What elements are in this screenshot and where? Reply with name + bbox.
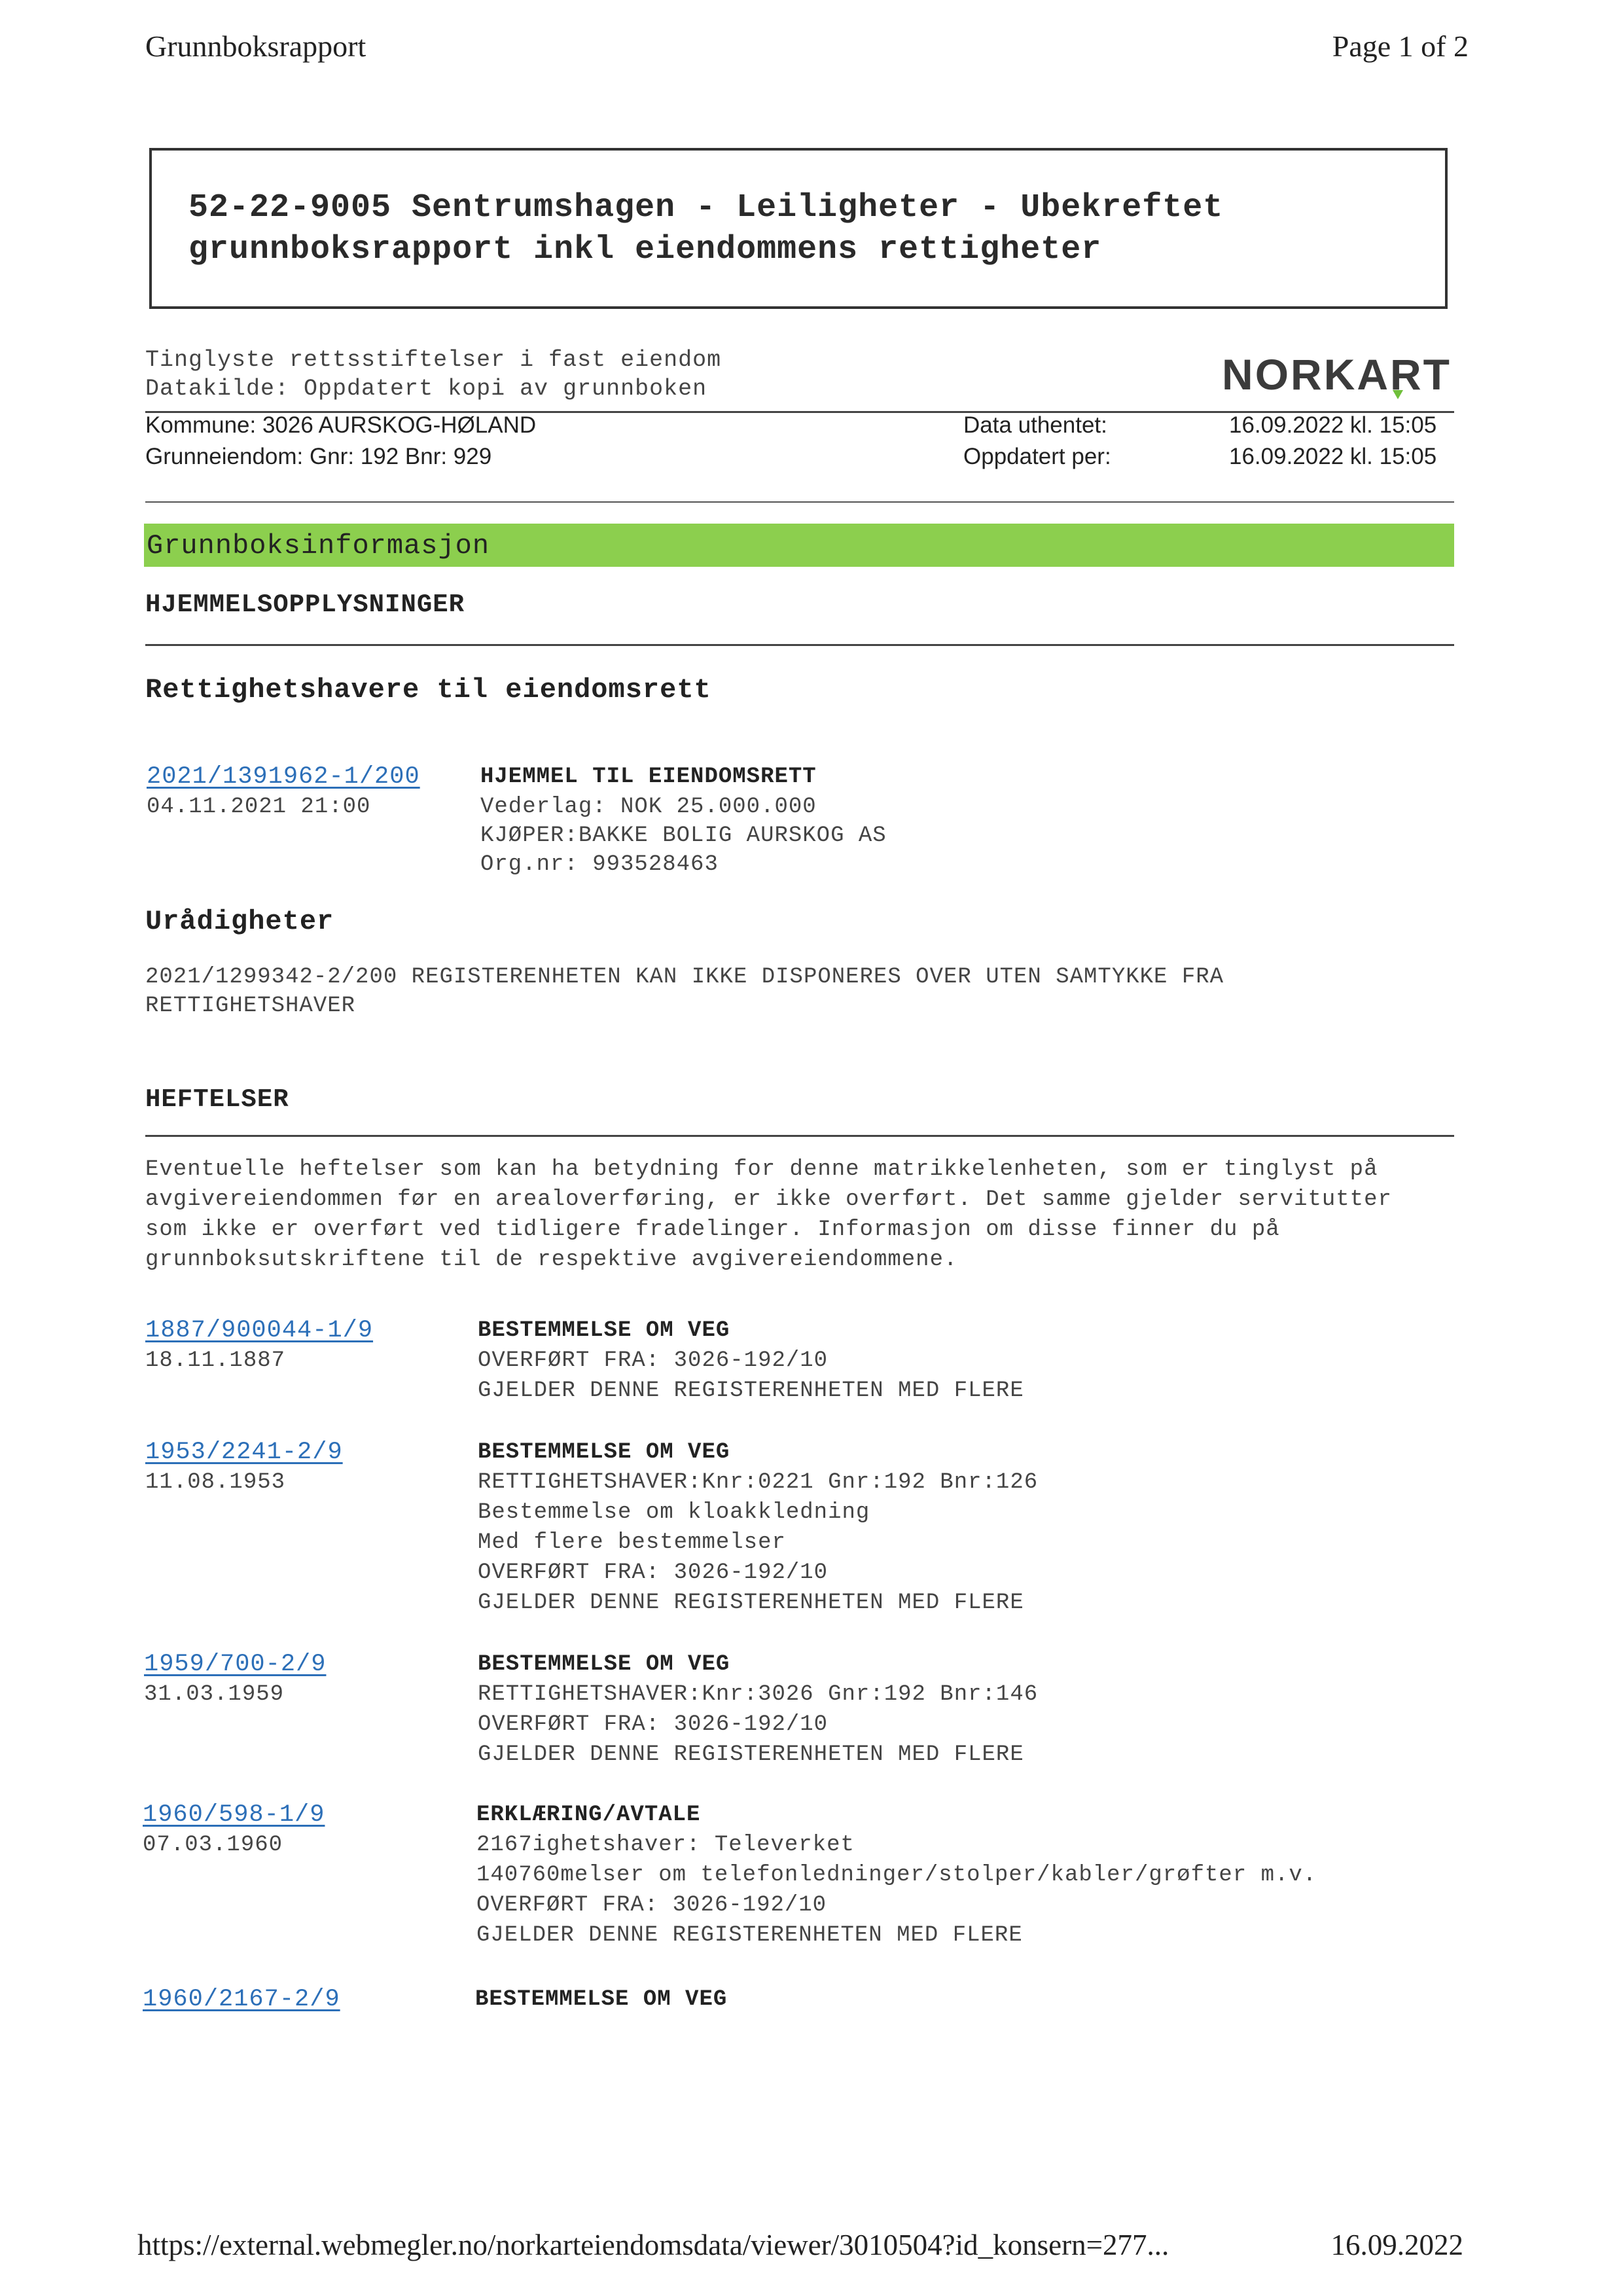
grunneiendom: Grunneiendom: Gnr: 192 Bnr: 929 — [145, 444, 492, 469]
heftelse-entry-title: BESTEMMELSE OM VEG — [475, 1987, 728, 2012]
heftelse-entry-line: GJELDER DENNE REGISTERENHETEN MED FLERE — [478, 1378, 1024, 1403]
section-bar-label: Grunnboksinformasjon — [147, 530, 490, 562]
hjemmel-entry-link[interactable]: 2021/1391962-1/200 — [147, 763, 420, 791]
heftelse-entry-link[interactable]: 1959/700-2/9 — [144, 1651, 327, 1678]
oppdatert-per-label: Oppdatert per: — [963, 444, 1111, 469]
hjemmel-subheading: Rettighetshavere til eiendomsrett — [145, 674, 711, 706]
hjemmel-entry-date: 04.11.2021 21:00 — [147, 795, 371, 819]
divider — [145, 1135, 1454, 1137]
heftelse-entry-line: GJELDER DENNE REGISTERENHETEN MED FLERE — [478, 1590, 1024, 1615]
hjemmel-entry-title: HJEMMEL TIL EIENDOMSRETT — [480, 764, 817, 789]
heftelse-entry-line: GJELDER DENNE REGISTERENHETEN MED FLERE — [476, 1923, 1023, 1948]
heftelse-entry-date: 31.03.1959 — [144, 1682, 285, 1707]
heftelse-entry-date: 18.11.1887 — [145, 1348, 286, 1373]
footer-url: https://external.webmegler.no/norkarteiendomsdata/viewer/3010504?id_konsern=277... — [137, 2229, 1169, 2261]
meta-line-1: Tinglyste rettsstiftelser i fast eiendom — [145, 347, 722, 373]
divider — [145, 644, 1454, 646]
heftelse-entry-title: BESTEMMELSE OM VEG — [478, 1652, 730, 1677]
heftelse-entry-line: 2167ighetshaver: Televerket — [476, 1833, 855, 1857]
norkart-logo: NORKART — [1222, 350, 1452, 399]
page-number: Page 1 of 2 — [1332, 29, 1469, 63]
heftelser-intro-line: Eventuelle heftelser som kan ha betydning for denne matrikkelenheten, som er tinglyst på — [145, 1157, 1378, 1182]
divider — [145, 501, 1454, 503]
heftelse-entry-title: BESTEMMELSE OM VEG — [478, 1440, 730, 1465]
report-title-line-1: 52-22-9005 Sentrumshagen - Leiligheter - Ubekreftet — [188, 189, 1224, 226]
title-box — [149, 148, 1448, 309]
uradigheter-line-1: 2021/1299342-2/200 REGISTERENHETEN KAN IKKE DISPONERES OVER UTEN SAMTYKKE FRA — [145, 965, 1224, 990]
page-header-title: Grunnboksrapport — [145, 29, 366, 63]
section-bar — [144, 524, 1454, 567]
heftelse-entry-line: Bestemmelse om kloakkledning — [478, 1500, 870, 1525]
heftelser-intro-line: avgivereiendommen før en arealoverføring, er ikke overført. Det samme gjelder servitutter — [145, 1187, 1392, 1212]
heftelse-entry-line: OVERFØRT FRA: 3026-192/10 — [478, 1712, 829, 1737]
report-title-line-2: grunnboksrapport inkl eiendommens rettigheter — [188, 231, 1102, 268]
heftelser-intro-line: som ikke er overført ved tidligere fradelinger. Informasjon om disse finner du på — [145, 1217, 1280, 1242]
heftelse-entry-line: OVERFØRT FRA: 3026-192/10 — [478, 1348, 829, 1373]
hjemmel-entry-line: Vederlag: NOK 25.000.000 — [480, 795, 817, 819]
oppdatert-per-value: 16.09.2022 kl. 15:05 — [1229, 444, 1437, 469]
heftelse-entry-link[interactable]: 1887/900044-1/9 — [145, 1317, 374, 1344]
heftelse-entry-link[interactable]: 1953/2241-2/9 — [145, 1439, 343, 1466]
hjemmel-heading: HJEMMELSOPPLYSNINGER — [145, 590, 465, 619]
heftelse-entry-line: OVERFØRT FRA: 3026-192/10 — [476, 1893, 827, 1918]
heftelse-entry-line: GJELDER DENNE REGISTERENHETEN MED FLERE — [478, 1742, 1024, 1767]
heftelser-intro-line: grunnboksutskriftene til de respektive avgivereiendommene. — [145, 1247, 958, 1272]
heftelser-heading: HEFTELSER — [145, 1085, 289, 1114]
heftelse-entry-title: ERKLÆRING/AVTALE — [476, 1803, 701, 1827]
heftelse-entry-date: 07.03.1960 — [143, 1833, 283, 1857]
report-title — [188, 187, 1419, 271]
kommune: Kommune: 3026 AURSKOG-HØLAND — [145, 412, 537, 438]
heftelse-entry-link[interactable]: 1960/2167-2/9 — [143, 1986, 340, 2013]
footer-date: 16.09.2022 — [1330, 2229, 1463, 2261]
data-uthentet-value: 16.09.2022 kl. 15:05 — [1229, 412, 1437, 438]
uradigheter-line-2: RETTIGHETSHAVER — [145, 994, 356, 1018]
logo-accent-icon — [1393, 390, 1403, 399]
heftelse-entry-date: 11.08.1953 — [145, 1470, 286, 1495]
heftelse-entry-line: Med flere bestemmelser — [478, 1530, 786, 1555]
heftelse-entry-link[interactable]: 1960/598-1/9 — [143, 1801, 325, 1829]
heftelse-entry-line: RETTIGHETSHAVER:Knr:3026 Gnr:192 Bnr:146 — [478, 1682, 1039, 1707]
meta-line-2: Datakilde: Oppdatert kopi av grunnboken — [145, 376, 707, 402]
data-uthentet-label: Data uthentet: — [963, 412, 1107, 438]
heftelse-entry-line: RETTIGHETSHAVER:Knr:0221 Gnr:192 Bnr:126 — [478, 1470, 1039, 1495]
heftelse-entry-title: BESTEMMELSE OM VEG — [478, 1318, 730, 1343]
uradigheter-heading: Urådigheter — [145, 906, 334, 937]
heftelse-entry-line: OVERFØRT FRA: 3026-192/10 — [478, 1560, 829, 1585]
hjemmel-entry-line: Org.nr: 993528463 — [480, 852, 719, 877]
hjemmel-entry-line: KJØPER:BAKKE BOLIG AURSKOG AS — [480, 823, 887, 848]
heftelse-entry-line: 140760melser om telefonledninger/stolper/kabler/grøfter m.v. — [476, 1863, 1317, 1888]
